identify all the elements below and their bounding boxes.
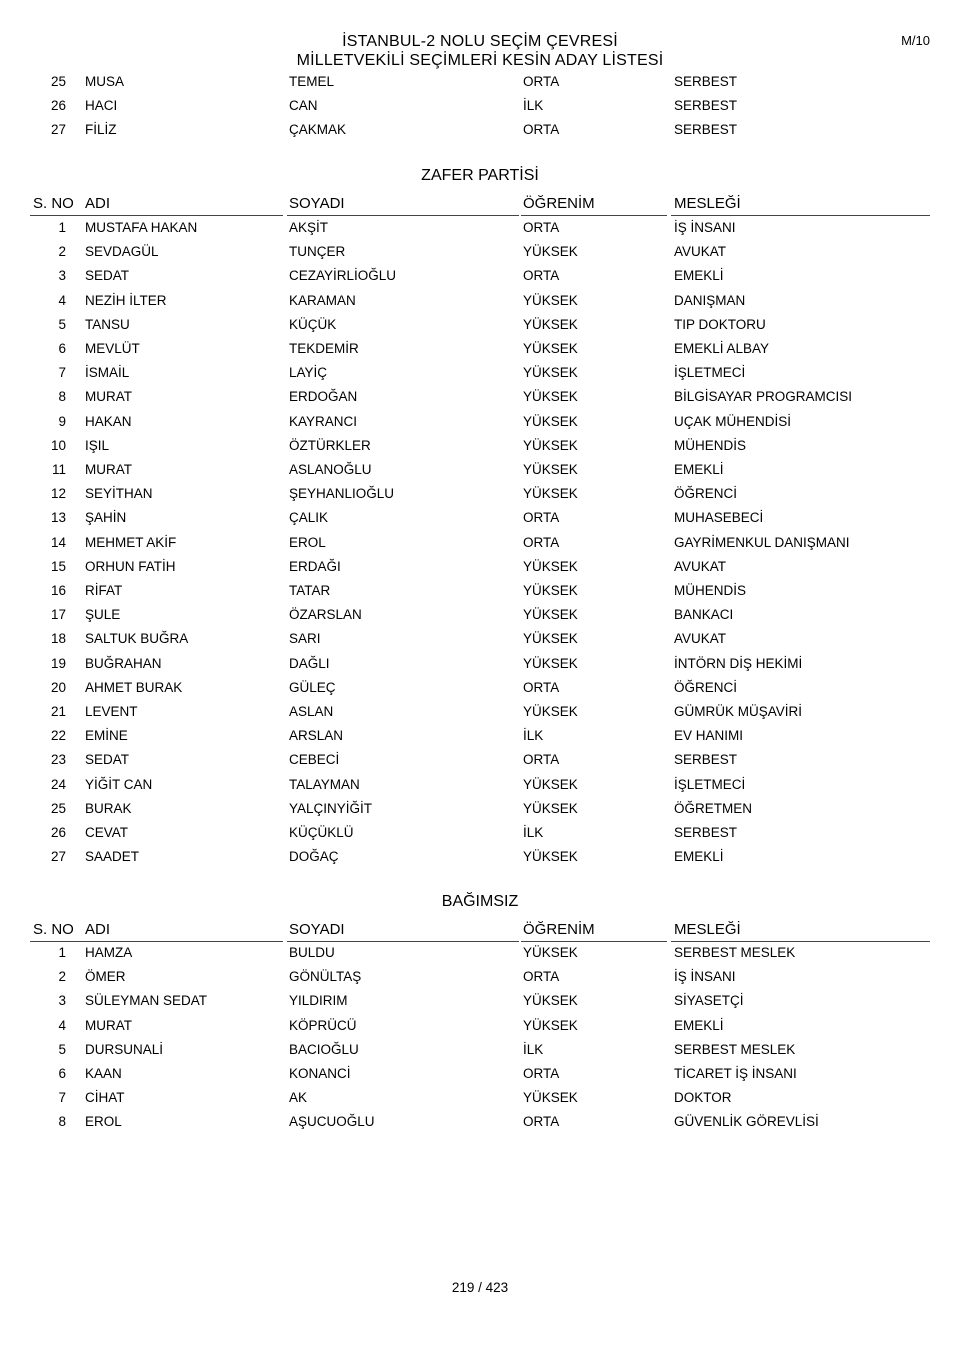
row-number: 3 bbox=[58, 268, 66, 284]
first-name-cell: SAADET bbox=[85, 849, 140, 865]
last-name-cell: KÜÇÜK bbox=[289, 316, 337, 332]
education-cell: YÜKSEK bbox=[523, 993, 578, 1009]
first-name-cell: TANSU bbox=[85, 316, 130, 332]
first-name-cell: KAAN bbox=[85, 1066, 122, 1081]
education-cell: YÜKSEK bbox=[523, 583, 578, 598]
occupation-cell: UÇAK MÜHENDİSİ bbox=[674, 413, 792, 429]
row-number: 23 bbox=[50, 752, 66, 768]
education-cell: ORTA bbox=[523, 969, 560, 985]
last-name-cell: KAYRANCI bbox=[289, 413, 358, 429]
table-row bbox=[0, 680, 960, 700]
education-cell: ORTA bbox=[523, 752, 560, 768]
first-name-cell: BUĞRAHAN bbox=[85, 655, 162, 671]
table-row bbox=[0, 389, 960, 409]
row-number: 21 bbox=[50, 704, 66, 719]
header-divider bbox=[30, 941, 283, 942]
last-name-cell: YALÇINYİĞİT bbox=[289, 800, 373, 816]
education-cell: YÜKSEK bbox=[523, 244, 578, 260]
last-name-cell: AKŞİT bbox=[289, 220, 329, 235]
first-name-cell: EROL bbox=[85, 1114, 122, 1130]
education-cell: ORTA bbox=[523, 534, 560, 550]
table-row bbox=[0, 945, 960, 965]
first-name-cell: SEDAT bbox=[85, 752, 130, 768]
occupation-cell: ÖĞRETMEN bbox=[674, 800, 753, 816]
education-cell: YÜKSEK bbox=[523, 800, 578, 816]
first-name-cell: SEYİTHAN bbox=[85, 486, 153, 502]
table-row bbox=[0, 559, 960, 579]
education-cell: ORTA bbox=[523, 1066, 560, 1081]
first-name-cell: ÖMER bbox=[85, 969, 126, 985]
last-name-cell: TUNÇER bbox=[289, 244, 346, 260]
education-cell: YÜKSEK bbox=[523, 365, 578, 381]
table-row bbox=[0, 1090, 960, 1110]
education-cell: İLK bbox=[523, 1041, 544, 1057]
column-header-last-name: SOYADI bbox=[289, 195, 345, 212]
row-number: 10 bbox=[50, 437, 66, 453]
row-number: 6 bbox=[58, 341, 66, 356]
first-name-cell: FİLİZ bbox=[85, 122, 117, 138]
first-name-cell: MURAT bbox=[85, 462, 132, 477]
last-name-cell: AK bbox=[289, 1090, 308, 1106]
first-name-cell: SÜLEYMAN SEDAT bbox=[85, 993, 208, 1009]
table-row bbox=[0, 293, 960, 313]
column-header-education: ÖĞRENİM bbox=[523, 195, 595, 212]
occupation-cell: SERBEST bbox=[674, 122, 738, 138]
first-name-cell: AHMET BURAK bbox=[85, 679, 183, 695]
last-name-cell: DOĞAÇ bbox=[289, 849, 339, 865]
row-number: 2 bbox=[58, 244, 66, 260]
education-cell: İLK bbox=[523, 825, 544, 840]
row-number: 16 bbox=[50, 583, 66, 598]
education-cell: YÜKSEK bbox=[523, 1017, 578, 1033]
education-cell: YÜKSEK bbox=[523, 776, 578, 792]
last-name-cell: YILDIRIM bbox=[289, 993, 348, 1009]
table-row bbox=[0, 535, 960, 555]
last-name-cell: ARSLAN bbox=[289, 728, 344, 744]
occupation-cell: İŞLETMECİ bbox=[674, 365, 746, 381]
last-name-cell: ASLAN bbox=[289, 704, 334, 719]
row-number: 27 bbox=[50, 122, 66, 138]
last-name-cell: DAĞLI bbox=[289, 655, 330, 671]
header-divider bbox=[287, 215, 519, 216]
occupation-cell: ÖĞRENCİ bbox=[674, 486, 738, 502]
occupation-cell: GAYRİMENKUL DANIŞMANI bbox=[674, 534, 850, 550]
occupation-cell: EMEKLİ bbox=[674, 268, 724, 284]
table-row bbox=[0, 801, 960, 821]
occupation-cell: SERBEST bbox=[674, 752, 738, 768]
table-row bbox=[0, 510, 960, 530]
row-number: 14 bbox=[50, 534, 66, 550]
occupation-cell: SERBEST bbox=[674, 98, 738, 114]
occupation-cell: SERBEST bbox=[674, 74, 738, 89]
table-row bbox=[0, 220, 960, 240]
education-cell: YÜKSEK bbox=[523, 558, 578, 574]
header-divider bbox=[671, 941, 930, 942]
last-name-cell: ÇALIK bbox=[289, 510, 329, 526]
first-name-cell: HACI bbox=[85, 98, 118, 114]
last-name-cell: LAYİÇ bbox=[289, 365, 328, 381]
section-title: BAĞIMSIZ bbox=[441, 893, 519, 910]
header-divider bbox=[30, 215, 283, 216]
document-title-line-2: MİLLETVEKİLİ SEÇİMLERİ KESİN ADAY LİSTESİ bbox=[296, 52, 664, 69]
education-cell: ORTA bbox=[523, 510, 560, 526]
education-cell: İLK bbox=[523, 98, 544, 114]
last-name-cell: ÇAKMAK bbox=[289, 122, 347, 138]
header-divider bbox=[287, 941, 519, 942]
education-cell: YÜKSEK bbox=[523, 462, 578, 477]
row-number: 2 bbox=[58, 969, 66, 985]
occupation-cell: EMEKLİ bbox=[674, 462, 724, 477]
first-name-cell: MEVLÜT bbox=[85, 341, 140, 356]
row-number: 8 bbox=[58, 389, 66, 405]
occupation-cell: DOKTOR bbox=[674, 1090, 732, 1106]
document-title-line-1: İSTANBUL-2 NOLU SEÇİM ÇEVRESİ bbox=[342, 33, 618, 50]
occupation-cell: SERBEST MESLEK bbox=[674, 945, 796, 960]
row-number: 5 bbox=[58, 316, 66, 332]
row-number: 11 bbox=[51, 462, 66, 477]
row-number: 24 bbox=[50, 776, 66, 792]
last-name-cell: TATAR bbox=[289, 583, 331, 598]
education-cell: YÜKSEK bbox=[523, 607, 578, 623]
occupation-cell: AVUKAT bbox=[674, 558, 727, 574]
header-divider bbox=[671, 215, 930, 216]
row-number: 12 bbox=[50, 486, 66, 502]
table-row bbox=[0, 656, 960, 676]
last-name-cell: SARI bbox=[289, 631, 321, 647]
row-number: 3 bbox=[58, 993, 66, 1009]
table-row bbox=[0, 486, 960, 506]
first-name-cell: EMİNE bbox=[85, 728, 128, 744]
first-name-cell: MURAT bbox=[85, 1017, 132, 1033]
row-number: 19 bbox=[50, 655, 66, 671]
first-name-cell: MUSTAFA HAKAN bbox=[85, 220, 198, 235]
education-cell: ORTA bbox=[523, 74, 560, 89]
education-cell: YÜKSEK bbox=[523, 486, 578, 502]
first-name-cell: ŞULE bbox=[85, 607, 121, 623]
occupation-cell: DANIŞMAN bbox=[674, 292, 746, 308]
row-number: 6 bbox=[58, 1066, 66, 1081]
first-name-cell: RİFAT bbox=[85, 583, 123, 598]
row-number: 25 bbox=[50, 800, 66, 816]
table-row bbox=[0, 1042, 960, 1062]
column-header-first-name: ADI bbox=[85, 195, 111, 212]
column-header-last-name: SOYADI bbox=[289, 921, 345, 938]
table-row bbox=[0, 825, 960, 845]
first-name-cell: DURSUNALİ bbox=[85, 1041, 164, 1057]
table-row bbox=[0, 244, 960, 264]
first-name-cell: MUSA bbox=[85, 74, 125, 89]
row-number: 26 bbox=[50, 98, 66, 114]
occupation-cell: TİCARET İŞ İNSANI bbox=[674, 1066, 797, 1081]
education-cell: YÜKSEK bbox=[523, 389, 578, 405]
occupation-cell: İŞ İNSANI bbox=[674, 969, 736, 985]
last-name-cell: GÖNÜLTAŞ bbox=[289, 969, 362, 985]
table-row bbox=[0, 462, 960, 482]
last-name-cell: AŞUCUOĞLU bbox=[289, 1114, 375, 1130]
occupation-cell: ÖĞRENCİ bbox=[674, 679, 738, 695]
occupation-cell: İŞ İNSANI bbox=[674, 220, 736, 235]
occupation-cell: İŞLETMECİ bbox=[674, 776, 746, 792]
first-name-cell: MURAT bbox=[85, 389, 132, 405]
row-number: 13 bbox=[50, 510, 66, 526]
education-cell: İLK bbox=[523, 728, 544, 744]
last-name-cell: TEMEL bbox=[289, 74, 335, 89]
page-number: 219 / 423 bbox=[451, 1280, 509, 1295]
table-row bbox=[0, 98, 960, 118]
table-row bbox=[0, 268, 960, 288]
first-name-cell: HAMZA bbox=[85, 945, 133, 960]
occupation-cell: EMEKLİ bbox=[674, 849, 724, 865]
table-row bbox=[0, 122, 960, 142]
first-name-cell: SEDAT bbox=[85, 268, 130, 284]
last-name-cell: ERDOĞAN bbox=[289, 389, 358, 405]
row-number: 17 bbox=[50, 607, 66, 623]
occupation-cell: EMEKLİ bbox=[674, 1017, 724, 1033]
header-divider bbox=[521, 215, 667, 216]
last-name-cell: TALAYMAN bbox=[289, 776, 360, 792]
row-number: 18 bbox=[50, 631, 66, 647]
education-cell: YÜKSEK bbox=[523, 631, 578, 647]
first-name-cell: ŞAHİN bbox=[85, 510, 127, 526]
row-number: 20 bbox=[50, 679, 66, 695]
occupation-cell: MÜHENDİS bbox=[674, 437, 747, 453]
first-name-cell: LEVENT bbox=[85, 704, 138, 719]
row-number: 4 bbox=[58, 1017, 66, 1033]
first-name-cell: SALTUK BUĞRA bbox=[85, 631, 189, 647]
education-cell: ORTA bbox=[523, 268, 560, 284]
first-name-cell: CEVAT bbox=[85, 825, 129, 840]
education-cell: YÜKSEK bbox=[523, 316, 578, 332]
occupation-cell: AVUKAT bbox=[674, 244, 727, 260]
table-row bbox=[0, 631, 960, 651]
table-row bbox=[0, 1114, 960, 1134]
occupation-cell: SERBEST bbox=[674, 825, 738, 840]
last-name-cell: TEKDEMİR bbox=[289, 341, 359, 356]
table-row bbox=[0, 341, 960, 361]
education-cell: YÜKSEK bbox=[523, 704, 578, 719]
occupation-cell: MUHASEBECİ bbox=[674, 510, 764, 526]
occupation-cell: MÜHENDİS bbox=[674, 583, 747, 598]
last-name-cell: CEZAYİRLİOĞLU bbox=[289, 268, 397, 284]
last-name-cell: KONANCİ bbox=[289, 1066, 351, 1081]
first-name-cell: HAKAN bbox=[85, 413, 132, 429]
column-header-first-name: ADI bbox=[85, 921, 111, 938]
page-code: M/10 bbox=[901, 33, 930, 48]
education-cell: YÜKSEK bbox=[523, 655, 578, 671]
last-name-cell: GÜLEÇ bbox=[289, 679, 336, 695]
first-name-cell: BURAK bbox=[85, 800, 132, 816]
column-header-occupation: MESLEĞİ bbox=[674, 195, 741, 212]
first-name-cell: CİHAT bbox=[85, 1090, 125, 1106]
row-number: 15 bbox=[50, 558, 66, 574]
row-number: 5 bbox=[58, 1041, 66, 1057]
table-row bbox=[0, 1018, 960, 1038]
education-cell: YÜKSEK bbox=[523, 1090, 578, 1106]
education-cell: ORTA bbox=[523, 679, 560, 695]
occupation-cell: EV HANIMI bbox=[674, 728, 744, 744]
education-cell: YÜKSEK bbox=[523, 413, 578, 429]
last-name-cell: KÜÇÜKLÜ bbox=[289, 825, 354, 840]
table-row bbox=[0, 849, 960, 869]
last-name-cell: ÖZTÜRKLER bbox=[289, 437, 371, 453]
first-name-cell: ORHUN FATİH bbox=[85, 558, 176, 574]
first-name-cell: NEZİH İLTER bbox=[85, 292, 167, 308]
table-row bbox=[0, 993, 960, 1013]
row-number: 25 bbox=[50, 74, 66, 89]
first-name-cell: İSMAİL bbox=[85, 365, 130, 381]
education-cell: YÜKSEK bbox=[523, 341, 578, 356]
table-row bbox=[0, 752, 960, 772]
occupation-cell: SİYASETÇİ bbox=[674, 993, 744, 1009]
section-title: ZAFER PARTİSİ bbox=[421, 167, 539, 184]
last-name-cell: KÖPRÜCÜ bbox=[289, 1017, 357, 1033]
table-row bbox=[0, 414, 960, 434]
occupation-cell: BİLGİSAYAR PROGRAMCISI bbox=[674, 389, 853, 405]
last-name-cell: ÖZARSLAN bbox=[289, 607, 362, 623]
row-number: 1 bbox=[58, 220, 66, 235]
table-row bbox=[0, 365, 960, 385]
last-name-cell: EROL bbox=[289, 534, 326, 550]
row-number: 4 bbox=[58, 292, 66, 308]
row-number: 7 bbox=[58, 365, 66, 381]
occupation-cell: SERBEST MESLEK bbox=[674, 1041, 796, 1057]
column-header-no: S. NO bbox=[33, 921, 74, 938]
row-number: 8 bbox=[58, 1114, 66, 1130]
header-divider bbox=[521, 941, 667, 942]
column-header-no: S. NO bbox=[33, 195, 74, 212]
first-name-cell: YİĞİT CAN bbox=[85, 776, 153, 792]
occupation-cell: TIP DOKTORU bbox=[674, 316, 766, 332]
education-cell: YÜKSEK bbox=[523, 437, 578, 453]
table-row bbox=[0, 728, 960, 748]
last-name-cell: CEBECİ bbox=[289, 752, 340, 768]
education-cell: YÜKSEK bbox=[523, 292, 578, 308]
table-row bbox=[0, 74, 960, 94]
occupation-cell: BANKACI bbox=[674, 607, 734, 623]
row-number: 26 bbox=[50, 825, 66, 840]
table-row bbox=[0, 704, 960, 724]
occupation-cell: GÜMRÜK MÜŞAVİRİ bbox=[674, 704, 803, 719]
occupation-cell: İNTÖRN DİŞ HEKİMİ bbox=[674, 655, 803, 671]
table-row bbox=[0, 777, 960, 797]
last-name-cell: CAN bbox=[289, 98, 318, 114]
table-row bbox=[0, 1066, 960, 1086]
row-number: 9 bbox=[58, 413, 66, 429]
column-header-occupation: MESLEĞİ bbox=[674, 921, 741, 938]
last-name-cell: BULDU bbox=[289, 945, 335, 960]
last-name-cell: ERDAĞI bbox=[289, 558, 341, 574]
column-header-education: ÖĞRENİM bbox=[523, 921, 595, 938]
row-number: 1 bbox=[58, 945, 66, 960]
education-cell: ORTA bbox=[523, 1114, 560, 1130]
first-name-cell: SEVDAGÜL bbox=[85, 244, 159, 260]
first-name-cell: IŞIL bbox=[85, 437, 110, 453]
occupation-cell: EMEKLİ ALBAY bbox=[674, 341, 770, 356]
occupation-cell: GÜVENLİK GÖREVLİSİ bbox=[674, 1114, 819, 1130]
last-name-cell: BACIOĞLU bbox=[289, 1041, 359, 1057]
table-row bbox=[0, 583, 960, 603]
table-row bbox=[0, 607, 960, 627]
last-name-cell: ŞEYHANLIOĞLU bbox=[289, 486, 395, 502]
row-number: 22 bbox=[50, 728, 66, 744]
last-name-cell: ASLANOĞLU bbox=[289, 462, 372, 477]
education-cell: ORTA bbox=[523, 122, 560, 138]
first-name-cell: MEHMET AKİF bbox=[85, 534, 177, 550]
education-cell: YÜKSEK bbox=[523, 849, 578, 865]
table-row bbox=[0, 317, 960, 337]
row-number: 7 bbox=[58, 1090, 66, 1106]
education-cell: YÜKSEK bbox=[523, 945, 578, 960]
education-cell: ORTA bbox=[523, 220, 560, 235]
occupation-cell: AVUKAT bbox=[674, 631, 727, 647]
last-name-cell: KARAMAN bbox=[289, 292, 356, 308]
table-row bbox=[0, 438, 960, 458]
table-row bbox=[0, 969, 960, 989]
row-number: 27 bbox=[50, 849, 66, 865]
